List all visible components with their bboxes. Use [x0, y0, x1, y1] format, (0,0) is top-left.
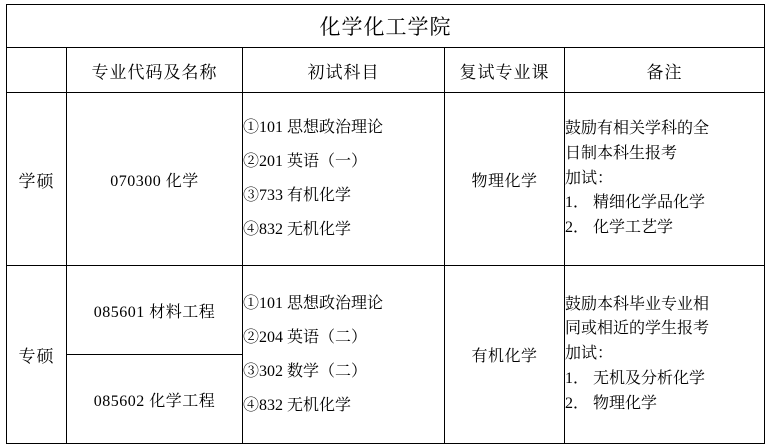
table-row — [7, 266, 765, 355]
subject-line: ③733 有机化学 — [243, 187, 352, 204]
row-retest: 物理化学 — [445, 93, 565, 266]
remark-line: 加试： — [565, 345, 614, 363]
header-first-exam-subjects: 初试科目 — [243, 48, 445, 93]
subject-line: ④832 无机化学 — [243, 396, 352, 414]
row-category: 专硕 — [7, 266, 67, 444]
title-row — [7, 5, 765, 48]
row-subjects — [243, 266, 445, 444]
remark-line: 日制本科生报考 — [565, 144, 678, 162]
remark-line: 鼓励本科毕业专业相 — [565, 295, 710, 313]
row-major: 085601 材料工程 — [67, 266, 243, 355]
table-row — [7, 93, 765, 266]
subject-line: ②204 英语（二） — [243, 328, 368, 346]
row-major: 070300 化学 — [67, 93, 243, 266]
remark-line: 2． 物理化学 — [565, 394, 658, 412]
remark-line: 鼓励有相关学科的全 — [565, 120, 710, 137]
page-title: 化学化工学院 — [7, 5, 765, 48]
remark-line: 加试： — [565, 169, 614, 187]
subject-line: ①101 思想政治理论 — [243, 119, 384, 136]
admission-table — [6, 4, 765, 444]
subject-line: ④832 无机化学 — [243, 221, 352, 238]
row-category: 学硕 — [7, 93, 67, 266]
remark-line: 2． 化学工艺学 — [565, 219, 674, 237]
row-remarks — [565, 93, 765, 266]
row-subjects — [243, 93, 445, 266]
subject-line: ①101 思想政治理论 — [243, 294, 384, 312]
subject-line: ③302 数学（二） — [243, 362, 368, 380]
header-retest-subject: 复试专业课 — [445, 48, 565, 93]
remark-line: 1． 精细化学品化学 — [565, 194, 706, 212]
header-row — [7, 48, 765, 93]
header-remarks: 备注 — [565, 48, 765, 93]
subject-line: ②201 英语（一） — [243, 153, 368, 170]
header-category — [7, 48, 67, 93]
remark-line: 同或相近的学生报考 — [565, 320, 710, 338]
header-major-code-name: 专业代码及名称 — [67, 48, 243, 93]
row-major: 085602 化学工程 — [67, 355, 243, 444]
row-remarks — [565, 266, 765, 444]
remark-line: 1． 无机及分析化学 — [565, 369, 706, 387]
row-retest: 有机化学 — [445, 266, 565, 444]
